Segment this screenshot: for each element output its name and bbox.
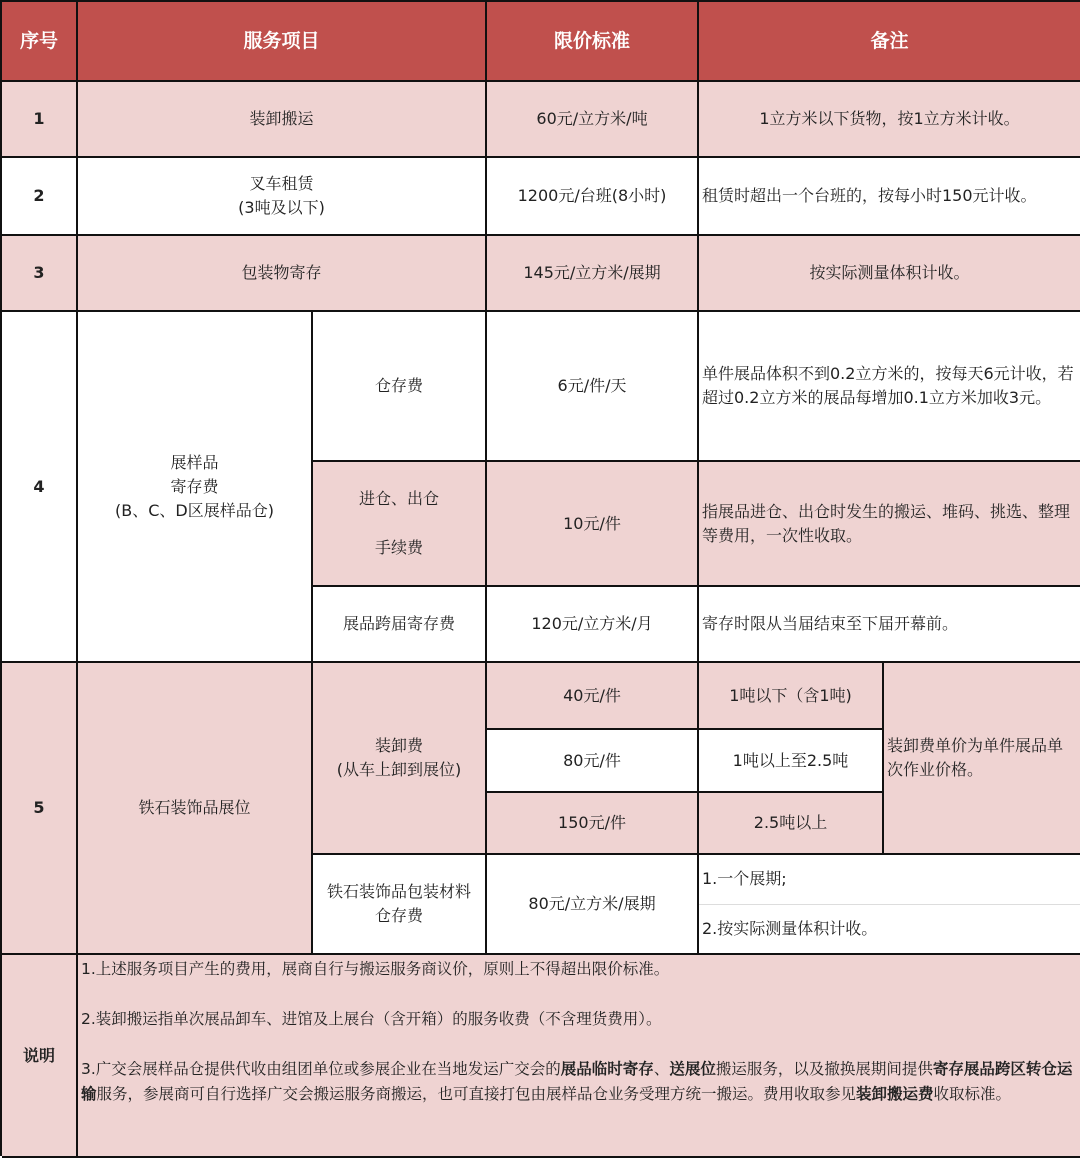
note-3-text-e: 搬运服务，以及撤换展期间提供 [715,1060,933,1078]
row-1-price: 60元/立方米/吨 [487,82,699,158]
notes-content [78,955,1080,1158]
row-3-price: 145元/立方米/展期 [487,236,699,312]
row-4c-remark: 寄存时限从当届结束至下届开幕前。 [699,587,1080,663]
row-4c-price: 120元/立方米/月 [487,587,699,663]
note-3-bold-fee: 装卸搬运费 [856,1085,934,1103]
row-1-no: 1 [2,82,78,158]
row-2-no: 2 [2,158,78,236]
note-3-bold-transfer: 寄存展品跨区转仓运输 [81,1060,1073,1103]
row-3-no: 3 [2,236,78,312]
row-5b-name-line1: 铁石装饰品包装材料 [326,882,471,901]
row-5a-tier1-weight: 1吨以下（含1吨) [699,663,884,730]
row-5b-name-line2: 仓存费 [374,906,423,925]
row-5a-tier1-price: 40元/件 [487,663,699,730]
row-4-no: 4 [2,312,78,663]
note-2: 2.装卸搬运指单次展品卸车、进馆及上展台（含开箱）的服务收费（不含理货费用）。 [81,1010,662,1028]
row-5a-name [313,663,487,855]
row-2-price: 1200元/台班(8小时) [487,158,699,236]
note-3-bold-temp-storage: 展品临时寄存 [560,1060,654,1078]
row-5a-tier3-price: 150元/件 [487,793,699,855]
row-4-item [78,312,313,663]
row-5-no: 5 [2,663,78,955]
row-2-item [78,158,487,236]
row-2-item-line1: 叉车租赁 [249,174,314,193]
header-item: 服务项目 [78,2,487,82]
note-3 [81,1057,1077,1107]
row-5a-remark: 装卸费单价为单件展品单次作业价格。 [884,663,1080,855]
row-4-item-line1: 展样品 [170,452,219,472]
row-4-item-line2: 寄存费 [170,476,219,496]
row-2-item-line2: (3吨及以下) [238,198,325,217]
row-4a-name: 仓存费 [313,312,487,462]
row-5b-remark-line1: 1.一个展期; [699,855,1080,905]
row-3-remark: 按实际测量体积计收。 [699,236,1080,312]
row-4-item-line3: (B、C、D区展样品仓) [115,500,274,520]
row-2-remark: 租赁时超出一个台班的，按每小时150元计收。 [699,158,1080,236]
row-4b-remark: 指展品进仓、出仓时发生的搬运、堆码、挑选、整理等费用，一次性收取。 [699,462,1080,587]
row-5b-remark [699,855,1080,955]
row-5b-name [313,855,487,955]
note-3-text-g: 服务，参展商可自行选择广交会搬运服务商搬运，也可直接打包由展样品仓业务受理方统一搬运。费用收取参见 [96,1085,857,1103]
note-3-bold-to-booth: 送展位 [669,1060,716,1078]
row-4a-remark: 单件展品体积不到0.2立方米的，按每天6元计收，若超过0.2立方米的展品每增加0.1立方米加收3元。 [699,312,1080,462]
row-5b-remark-line2: 2.按实际测量体积计收。 [702,918,878,938]
header-remark: 备注 [699,2,1080,82]
row-5a-name-line1: 装卸费 [374,736,423,755]
row-5b-price: 80元/立方米/展期 [487,855,699,955]
row-4a-price: 6元/件/天 [487,312,699,462]
row-3-item: 包装物寄存 [78,236,487,312]
row-1-remark: 1立方米以下货物，按1立方米计收。 [699,82,1080,158]
row-5a-name-line2: (从车上卸到展位) [336,760,462,779]
note-3-text-i: 收取标准。 [933,1085,1012,1103]
notes-label: 说明 [2,955,78,1158]
row-5a-tier2-price: 80元/件 [487,730,699,793]
header-no: 序号 [2,2,78,82]
row-5a-tier3-weight: 2.5吨以上 [699,793,884,855]
row-4b-name [313,462,487,587]
header-price: 限价标准 [487,2,699,82]
row-4c-name: 展品跨届寄存费 [313,587,487,663]
row-5a-tier2-weight: 1吨以上至2.5吨 [699,730,884,793]
row-4b-name-line2: 手续费 [374,538,423,557]
note-3-text-c: 、 [653,1060,670,1078]
note-1: 1.上述服务项目产生的费用，展商自行与搬运服务商议价，原则上不得超出限价标准。 [81,960,670,978]
row-5-item: 铁石装饰品展位 [78,663,313,955]
row-4b-price: 10元/件 [487,462,699,587]
row-1-item: 装卸搬运 [78,82,487,158]
row-4b-name-line1: 进仓、出仓 [358,489,439,508]
note-3-text-a: 3.广交会展样品仓提供代收由组团单位或参展企业在当地发运广交会的 [81,1060,561,1078]
